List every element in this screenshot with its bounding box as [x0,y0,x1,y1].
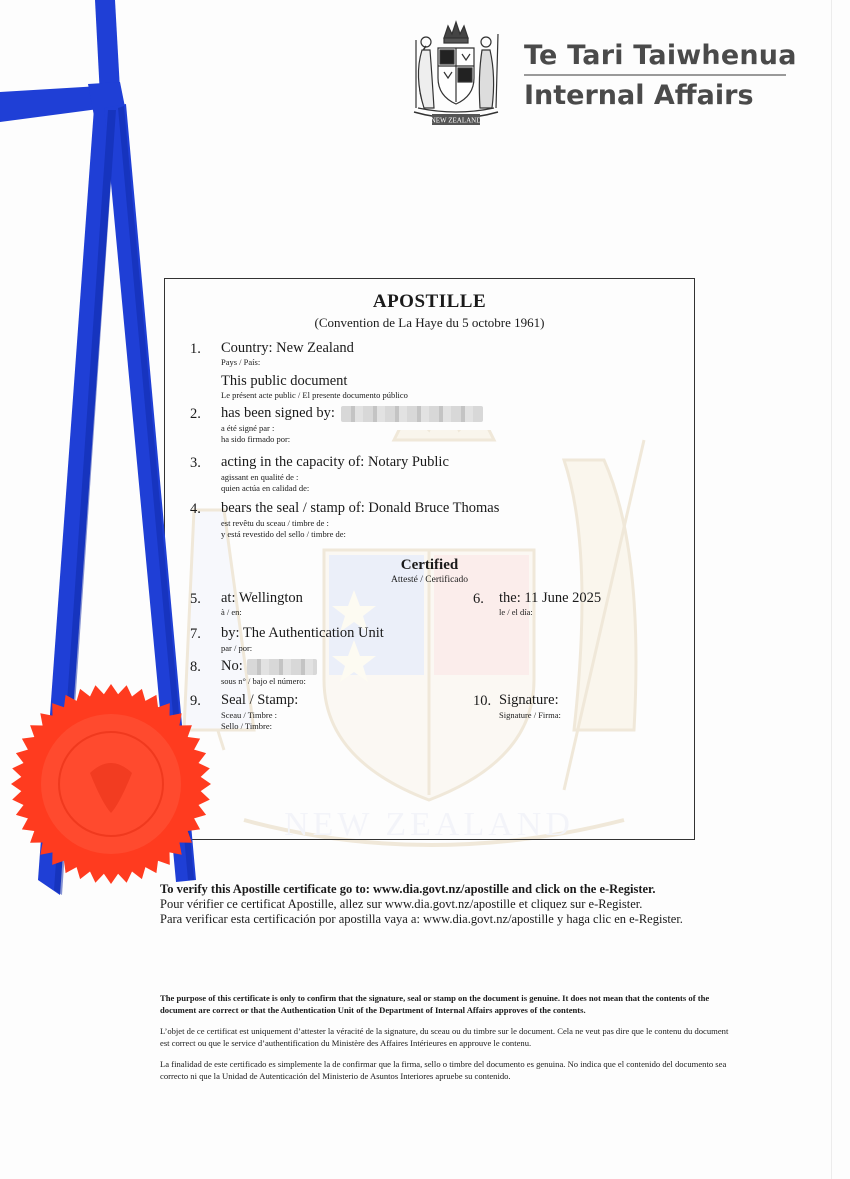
item-10-translation: Signature / Firma: [499,710,561,720]
verify-line-en-text: To verify this Apostille certificate go to: www.dia.govt.nz/apostille and click on the e-Register. [160,882,656,896]
page-edge [831,0,832,1179]
verify-instructions [160,882,683,927]
brand-logo-text [524,40,797,112]
item-9-translation-es: Sello / Timbre: [221,721,273,731]
red-wax-seal-icon [10,683,212,885]
item-10-signature: Signature: [499,692,559,708]
certificate-subtitle: (Convention de La Haye du 5 octobre 1961) [314,315,545,330]
certificate-title: APOSTILLE [372,291,487,312]
item-8-label: No: [221,658,243,674]
public-document-translation: Le présent acte public / El presente documento público [221,390,408,400]
watermark-banner-text: NEW ZEALAND [284,806,574,843]
item-5-translation: à / en: [221,607,242,617]
purpose-english: The purpose of this certificate is only to confirm that the signature, seal or stamp on the document is genuine. It does not mean that the contents of the document are correct or that the Authentication Unit of the Department of Internal Affairs approves of the contents. [160,993,710,1015]
brand-maori-name: Te Tari Taiwhenua [524,40,797,71]
item-8-number: 8. [190,659,201,675]
purpose-spanish: La finalidad de este certificado es simplemente la de confirmar que la firma, sello o timbre del documento es genuina. No indica que el contenido del documento sea correcto ni que la Unidad de Autenticación del Ministerio de Asuntos Interiores apruebe su contenido. [160,1059,727,1081]
item-5-number: 5. [190,591,201,607]
item-7-number: 7. [190,626,201,642]
item-2-number: 2. [190,406,201,422]
brand-divider [524,74,786,76]
item-2-translation-es: ha sido firmado por: [221,434,291,444]
item-7-authority: by: The Authentication Unit [221,625,384,641]
item-1-translation: Pays / País: [221,357,261,367]
purpose-disclaimer [160,992,730,1091]
item-4-seal-of: bears the seal / stamp of: Donald Bruce Thomas [221,500,500,516]
coat-of-arms-icon [396,16,516,131]
redacted-certificate-number [247,659,317,675]
item-4-translation-es: y está revestido del sello / timbre de: [221,529,346,539]
certified-heading: Certified [400,557,459,573]
item-6-number: 6. [473,591,484,607]
item-5-location: at: Wellington [221,590,303,606]
item-9-seal-stamp: Seal / Stamp: [221,692,299,708]
certified-translation: Attesté / Certificado [390,575,469,585]
item-3-number: 3. [190,455,201,471]
item-4-number: 4. [190,501,201,517]
verify-line-en [160,882,683,897]
item-7-translation: par / por: [221,643,253,653]
redacted-signer-name [341,406,483,422]
verify-line-es: Para verificar esta certificación por apostilla vaya a: www.dia.govt.nz/apostille y haga clic en e-Register. [160,912,683,926]
item-8-translation: sous n° / bajo el número: [221,676,306,686]
item-2-translation-fr: a été signé par : [221,423,275,433]
apostille-certificate [164,278,695,840]
item-9-number: 9. [190,693,201,709]
item-2-label: has been signed by: [221,405,335,421]
brand-english-name: Internal Affairs [524,80,754,111]
item-3-capacity: acting in the capacity of: Notary Public [221,454,449,470]
item-1-country: Country: New Zealand [221,340,354,356]
item-6-translation: le / el día: [499,607,533,617]
item-9-translation-fr: Sceau / Timbre : [221,710,277,720]
public-document-line: This public document [221,373,348,389]
item-1-number: 1. [190,341,201,357]
item-10-number: 10. [473,693,492,709]
crest-banner-text: NEW ZEALAND [430,116,482,125]
item-2-signed-by [221,405,483,422]
item-3-translation-es: quien actúa en calidad de: [221,483,310,493]
item-4-translation-fr: est revêtu du sceau / timbre de : [221,518,329,528]
item-3-translation-fr: agissant en qualité de : [221,472,299,482]
purpose-french: L’objet de ce certificat est uniquement d’attester la véracité de la signature, du sceau ou du timbre sur le document. Cela ne veut pas dire que le contenu du document est correct ou que le service d’authentification du Ministère des Affaires Intérieures en approuve le contenu. [160,1026,729,1048]
verify-line-fr: Pour vérifier ce certificat Apostille, allez sur www.dia.govt.nz/apostille et cliquez sur e-Register. [160,897,643,911]
item-6-date: the: 11 June 2025 [499,590,602,606]
